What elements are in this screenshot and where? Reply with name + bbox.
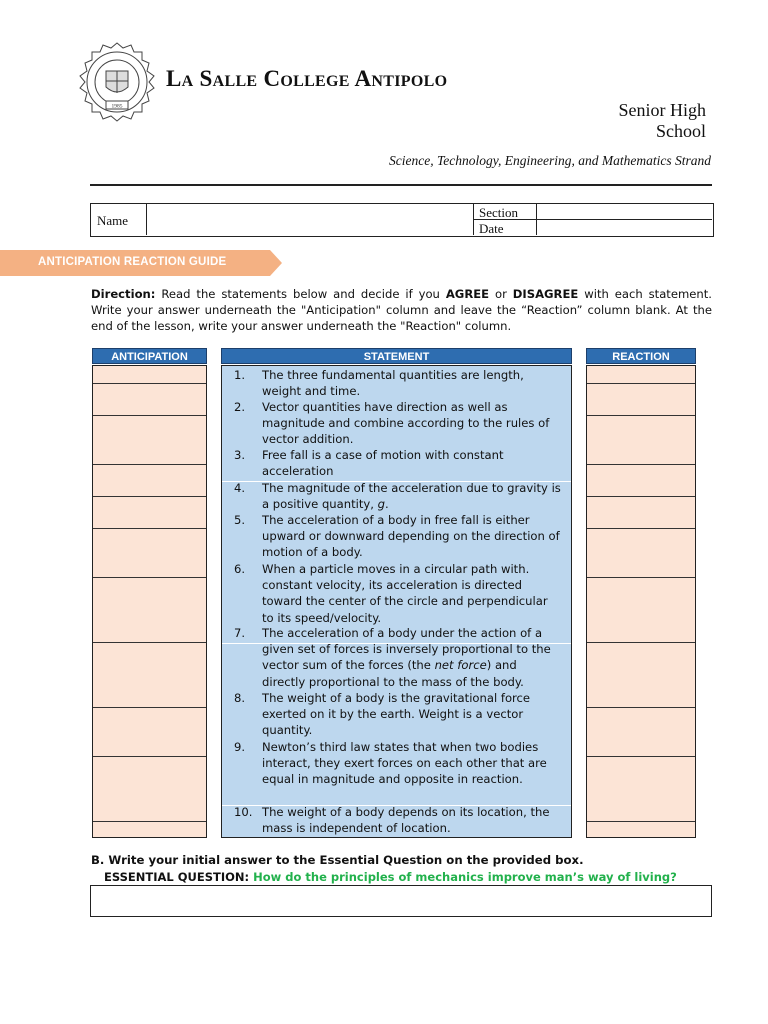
school-level-line2: School (655, 121, 706, 141)
statement-column (221, 365, 572, 838)
anticipation-box-1[interactable] (93, 366, 206, 384)
anticipation-box-9[interactable] (93, 708, 206, 757)
school-name: La Salle College Antipolo (166, 66, 448, 91)
anticipation-box-3[interactable] (93, 416, 206, 465)
statement-text: Newton’s third law states that when two bodies interact, they exert forces on each other that are equal in magnitude and opposite in reaction. (262, 740, 547, 787)
reaction-header: REACTION (586, 348, 696, 364)
school-level (546, 100, 706, 142)
reaction-box-6[interactable] (587, 529, 695, 578)
anticipation-box-6[interactable] (93, 529, 206, 578)
strand-title: Science, Technology, Engineering, and Mathematics Strand (389, 153, 711, 168)
essential-question-text: How do the principles of mechanics improve man’s way of living? (253, 870, 677, 884)
statement-number: 3. (234, 448, 246, 462)
statement-text: When a particle moves in a circular path with. constant velocity, its acceleration is directed toward the center of the circle and perpendicular to its speed/velocity. (262, 562, 548, 625)
statement-number: 2. (234, 400, 246, 414)
anticipation-box-10[interactable] (93, 757, 206, 822)
reaction-box-3[interactable] (587, 416, 695, 465)
reaction-box-4[interactable] (587, 465, 695, 497)
seal-icon (76, 41, 158, 123)
statement-italic: net force (434, 658, 487, 673)
anticipation-box-7[interactable] (93, 578, 206, 643)
school-level-line1: Senior High (618, 100, 706, 120)
section-label: Section (474, 204, 537, 220)
statement-italic: g (377, 497, 386, 512)
statement-text: Vector quantities have direction as well as magnitude and combine according to the rules of vector addition. (262, 400, 550, 447)
header-divider (90, 184, 712, 186)
name-label: Name (91, 204, 147, 235)
statement-text (262, 480, 561, 512)
date-field[interactable] (537, 220, 712, 235)
statement-number: 10. (234, 805, 253, 819)
section-field[interactable] (537, 204, 712, 220)
essential-question-answer-box[interactable] (90, 885, 712, 917)
statement-text-part: The magnitude of the acceleration due to gravity is a positive quantity, (262, 481, 561, 512)
anticipation-column (92, 365, 207, 838)
anticipation-box-11[interactable] (93, 822, 206, 836)
statement-text: Free fall is a case of motion with constant acceleration (262, 448, 504, 479)
statement-number: 8. (234, 691, 246, 705)
essential-question (104, 870, 677, 884)
reaction-box-2[interactable] (587, 384, 695, 416)
reaction-column (586, 365, 696, 838)
direction-text-or: or (489, 287, 513, 301)
statement-number: 4. (234, 481, 246, 495)
reaction-box-9[interactable] (587, 708, 695, 757)
statement-text-part: The acceleration of a body under the action of a given set of forces is inversely proportional to the vector sum of the forces (the (262, 626, 551, 673)
guide-title: ANTICIPATION REACTION GUIDE (38, 256, 227, 268)
statement-number: 5. (234, 513, 246, 527)
reaction-box-10[interactable] (587, 757, 695, 822)
name-field[interactable] (147, 204, 474, 235)
anticipation-header: ANTICIPATION (92, 348, 207, 364)
reaction-box-5[interactable] (587, 497, 695, 529)
agree-word: AGREE (445, 287, 490, 301)
section-banner (0, 250, 282, 276)
statement-number: 1. (234, 368, 246, 382)
school-seal (76, 41, 158, 123)
anticipation-box-5[interactable] (93, 497, 206, 529)
reaction-box-11[interactable] (587, 822, 695, 836)
statement-text (262, 625, 561, 690)
disagree-word: DISAGREE (512, 287, 579, 301)
direction-text-2: with each statement. Write your answer underneath the "Anticipation" column and leave the “Reaction” column blank. At the end of the lesson, write your answer underneath the "Reaction" column. (91, 287, 712, 333)
statement-number: 6. (234, 562, 246, 576)
anticipation-box-2[interactable] (93, 384, 206, 416)
anticipation-box-4[interactable] (93, 465, 206, 497)
statement-header: STATEMENT (221, 348, 572, 364)
direction-label: Direction: (91, 287, 156, 301)
statement-text: The three fundamental quantities are length, weight and time. (262, 368, 524, 399)
direction-text-1: Read the statements below and decide if you (155, 287, 446, 301)
anticipation-box-8[interactable] (93, 643, 206, 708)
statement-text: The weight of a body depends on its location, the mass is independent of location. (262, 805, 550, 836)
reaction-box-1[interactable] (587, 366, 695, 384)
reaction-box-7[interactable] (587, 578, 695, 643)
statement-text-part: . (385, 497, 389, 512)
reaction-box-8[interactable] (587, 643, 695, 708)
seal-year: 1985 (111, 103, 123, 110)
statement-text: The weight of a body is the gravitational force exerted on it by the earth. Weight is a vector quantity. (262, 691, 531, 738)
student-info-table (90, 203, 714, 237)
statement-text-part: ) and directly proportional to the mass of the body. (262, 658, 524, 689)
statement-number: 9. (234, 740, 246, 754)
date-label: Date (474, 220, 537, 235)
part-b-instruction: B. Write your initial answer to the Essential Question on the provided box. (91, 853, 584, 867)
essential-question-label: ESSENTIAL QUESTION: (104, 870, 250, 884)
direction-paragraph (91, 286, 712, 334)
statement-number: 7. (234, 626, 246, 640)
statement-text: The acceleration of a body in free fall is either upward or downward depending on the direction of motion of a body. (262, 513, 560, 560)
